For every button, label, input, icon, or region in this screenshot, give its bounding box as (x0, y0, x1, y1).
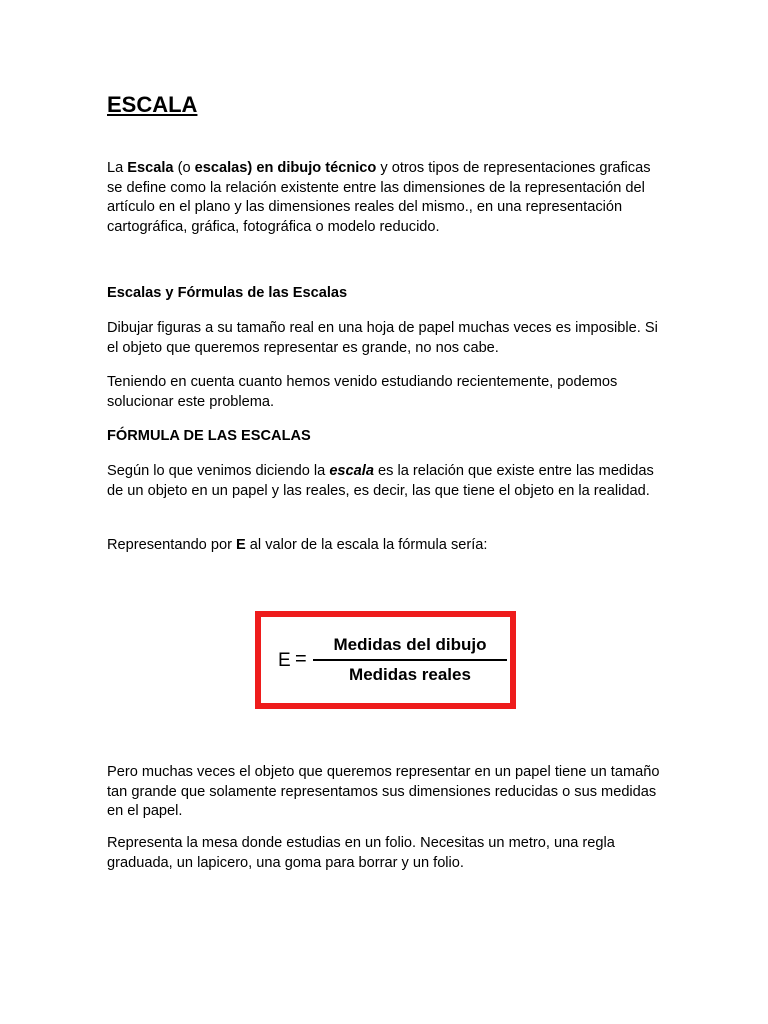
paragraph-segun (107, 462, 667, 501)
paragraph-pero: Pero muchas veces el objeto que queremos representar en un papel tiene un tamaño tan grande que solamente representamos sus dimensiones reducidas o sus medidas en el papel. (107, 764, 660, 819)
formula-equals: = (295, 648, 307, 670)
formula-denominator: Medidas reales (349, 665, 471, 684)
segun-text-2: es la relación que existe entre las medidas de un objeto en un papel y las reales, es decir, las que tiene el objeto en la realidad. (107, 463, 654, 499)
intro-text-1: La (107, 160, 128, 176)
intro-text-2: (o (173, 160, 195, 176)
paragraph-representando (107, 536, 667, 556)
formula-lhs: E (278, 650, 291, 671)
intro-bold-escala: Escala (127, 160, 174, 176)
paragraph-teniendo: Teniendo en cuenta cuanto hemos venido estudiando recientemente, podemos solucionar este problema. (107, 374, 618, 410)
formula-fraction-line (313, 659, 507, 661)
formula (271, 617, 511, 703)
representando-text-1: Representando por (107, 537, 236, 553)
intro-paragraph (107, 159, 667, 237)
formula-numerator: Medidas del dibujo (333, 635, 487, 654)
section-heading-escalas: Escalas y Fórmulas de las Escalas (107, 285, 348, 301)
segun-text-1: Según lo que venimos diciendo la (107, 463, 330, 479)
paragraph-tamano-real: Dibujar figuras a su tamaño real en una hoja de papel muchas veces es imposible. Si el objeto que queremos representar es grande, no nos cabe. (107, 320, 658, 356)
paragraph-representa-mesa: Representa la mesa donde estudias en un folio. Necesitas un metro, una regla graduada, un lapicero, una goma para borrar y un folio. (107, 835, 615, 871)
intro-text-3: y otros tipos de representaciones graficas se define como la relación existente entre las dimensiones de la representación del artículo en el plano y las dimensiones reales del mismo., en una representación cartográfica, gráfica, fotográfica o modelo reducido. (107, 160, 651, 235)
intro-bold-escalas: escalas) en dibujo técnico (194, 160, 377, 176)
formula-box (255, 611, 516, 709)
segun-bold-escala: escala (329, 463, 374, 479)
document-title: ESCALA (107, 92, 198, 117)
section-heading-formula: FÓRMULA DE LAS ESCALAS (107, 428, 311, 444)
representando-text-2: al valor de la escala la fórmula sería: (245, 537, 488, 553)
representando-bold-e: E (236, 537, 246, 553)
